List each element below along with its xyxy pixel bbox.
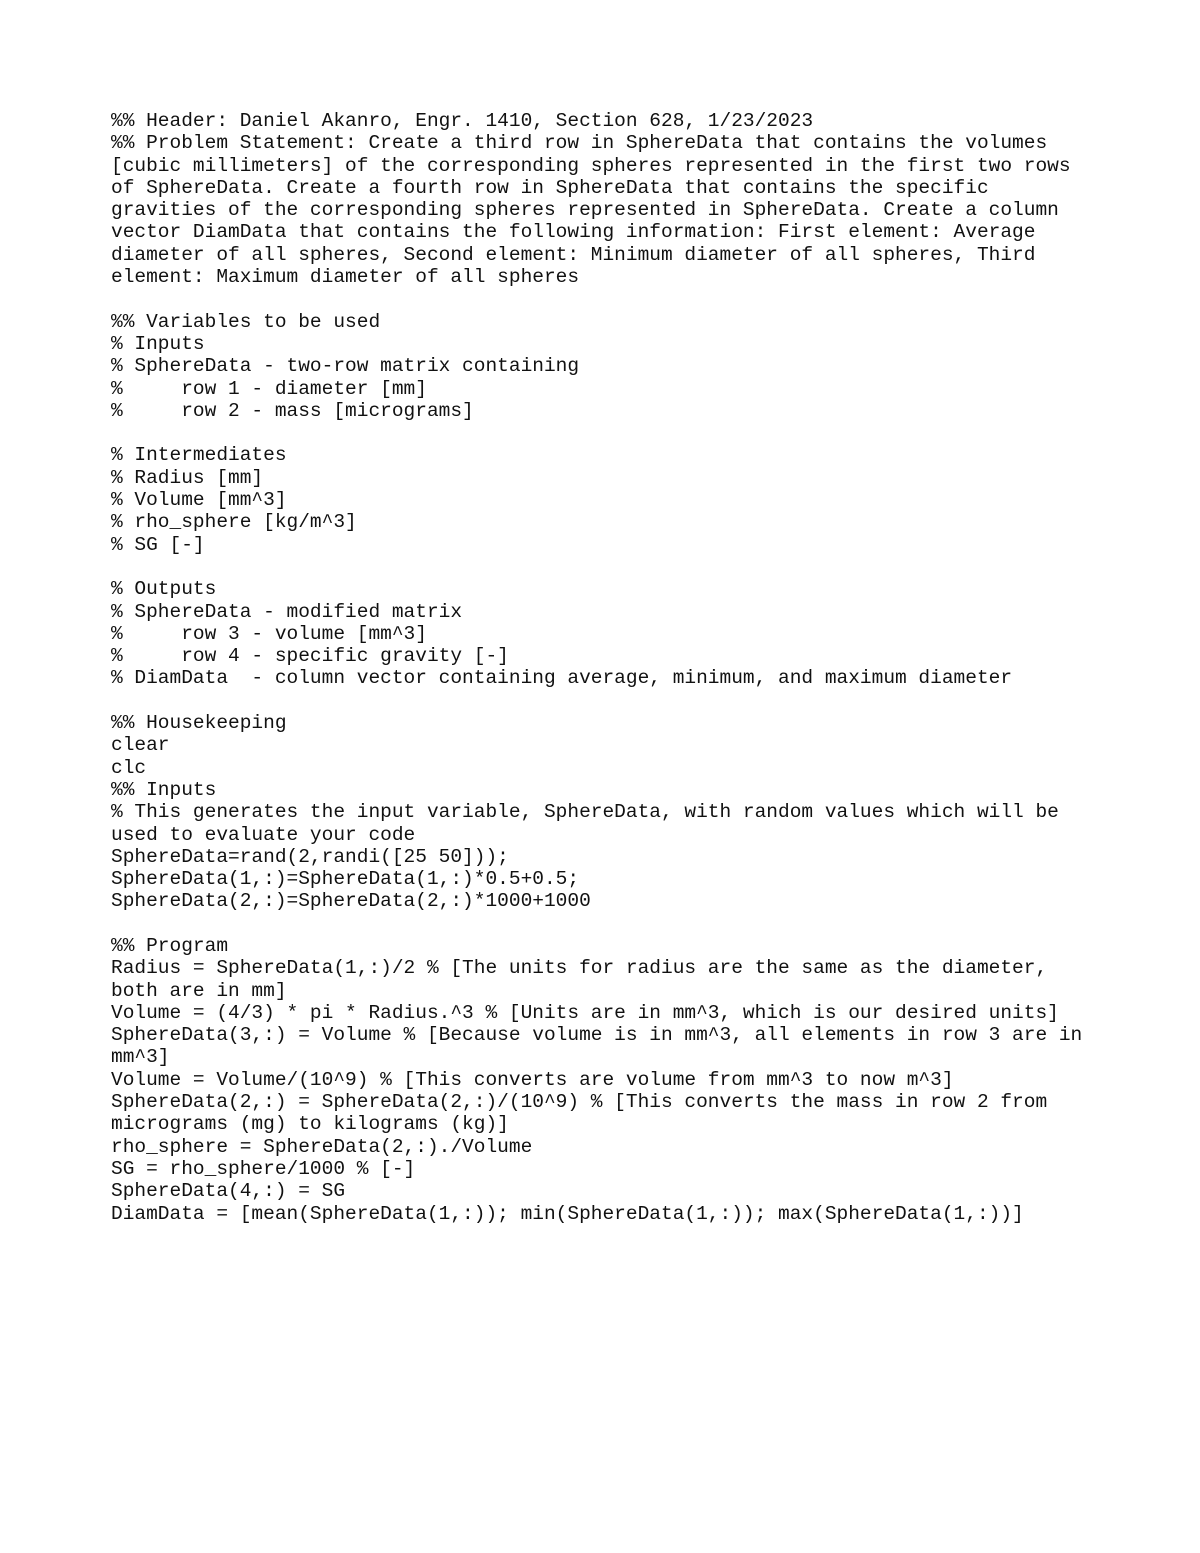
code-line: SphereData(2,:) = SphereData(2,:)/(10^9) % [This converts the mass in row 2 from — [111, 1091, 1048, 1114]
code-line: SphereData=rand(2,randi([25 50])); — [111, 845, 509, 868]
code-line: of SphereData. Create a fourth row in SphereData that contains the specific — [111, 176, 989, 199]
code-line — [111, 690, 1111, 712]
code-line: % Outputs — [111, 578, 217, 601]
code-listing — [111, 110, 1111, 1225]
code-line: DiamData = [mean(SphereData(1,:)); min(SphereData(1,:)); max(SphereData(1,:))] — [111, 1202, 1024, 1225]
code-line — [111, 556, 1111, 578]
code-line: SphereData(4,:) = SG — [111, 1180, 346, 1203]
code-line: clc — [111, 756, 147, 779]
code-line: used to evaluate your code — [111, 823, 416, 846]
code-line: % Volume [mm^3] — [111, 489, 287, 512]
code-line: vector DiamData that contains the following information: First element: Average — [111, 221, 1036, 244]
code-line: clear — [111, 734, 170, 757]
code-line: Radius = SphereData(1,:)/2 % [The units for radius are the same as the diameter, — [111, 957, 1048, 980]
code-line: both are in mm] — [111, 979, 287, 1002]
code-line: % SphereData - two-row matrix containing — [111, 355, 580, 378]
code-line: %% Variables to be used — [111, 310, 381, 333]
code-line: %% Housekeeping — [111, 712, 287, 735]
code-line: % This generates the input variable, SphereData, with random values which will be — [111, 801, 1059, 824]
code-line: SG = rho_sphere/1000 % [-] — [111, 1157, 416, 1180]
code-line: % Inputs — [111, 332, 205, 355]
code-line: % Intermediates — [111, 444, 287, 467]
code-line: [cubic millimeters] of the corresponding spheres represented in the first two rows — [111, 154, 1071, 177]
code-line: mm^3] — [111, 1046, 170, 1069]
code-line — [111, 288, 1111, 310]
code-line: % SG [-] — [111, 533, 205, 556]
code-line: % SphereData - modified matrix — [111, 600, 463, 623]
code-line: % row 1 - diameter [mm] — [111, 377, 427, 400]
code-line: % row 4 - specific gravity [-] — [111, 645, 509, 668]
code-line: % DiamData - column vector containing average, minimum, and maximum diameter — [111, 667, 1013, 690]
code-line: %% Inputs — [111, 778, 217, 801]
code-line: SphereData(3,:) = Volume % [Because volume is in mm^3, all elements in row 3 are in — [111, 1024, 1083, 1047]
code-line: rho_sphere = SphereData(2,:)./Volume — [111, 1135, 533, 1158]
code-line: diameter of all spheres, Second element: Minimum diameter of all spheres, Third — [111, 243, 1036, 266]
code-line: % Radius [mm] — [111, 466, 264, 489]
code-line: % row 3 - volume [mm^3] — [111, 622, 427, 645]
code-line: % rho_sphere [kg/m^3] — [111, 511, 357, 534]
code-line: Volume = Volume/(10^9) % [This converts are volume from mm^3 to now m^3] — [111, 1068, 954, 1091]
code-line — [111, 422, 1111, 444]
code-line: gravities of the corresponding spheres represented in SphereData. Create a column — [111, 199, 1059, 222]
code-line: SphereData(1,:)=SphereData(1,:)*0.5+0.5; — [111, 868, 580, 891]
code-line: Volume = (4/3) * pi * Radius.^3 % [Units are in mm^3, which is our desired units] — [111, 1001, 1059, 1024]
code-line: micrograms (mg) to kilograms (kg)] — [111, 1113, 509, 1136]
code-line — [111, 913, 1111, 935]
code-line: %% Header: Daniel Akanro, Engr. 1410, Section 628, 1/23/2023 — [111, 110, 814, 132]
code-line: element: Maximum diameter of all spheres — [111, 266, 580, 289]
code-line: SphereData(2,:)=SphereData(2,:)*1000+1000 — [111, 890, 591, 913]
code-line: %% Program — [111, 934, 229, 957]
code-line: % row 2 - mass [micrograms] — [111, 399, 474, 422]
code-line: %% Problem Statement: Create a third row in SphereData that contains the volumes — [111, 132, 1048, 155]
